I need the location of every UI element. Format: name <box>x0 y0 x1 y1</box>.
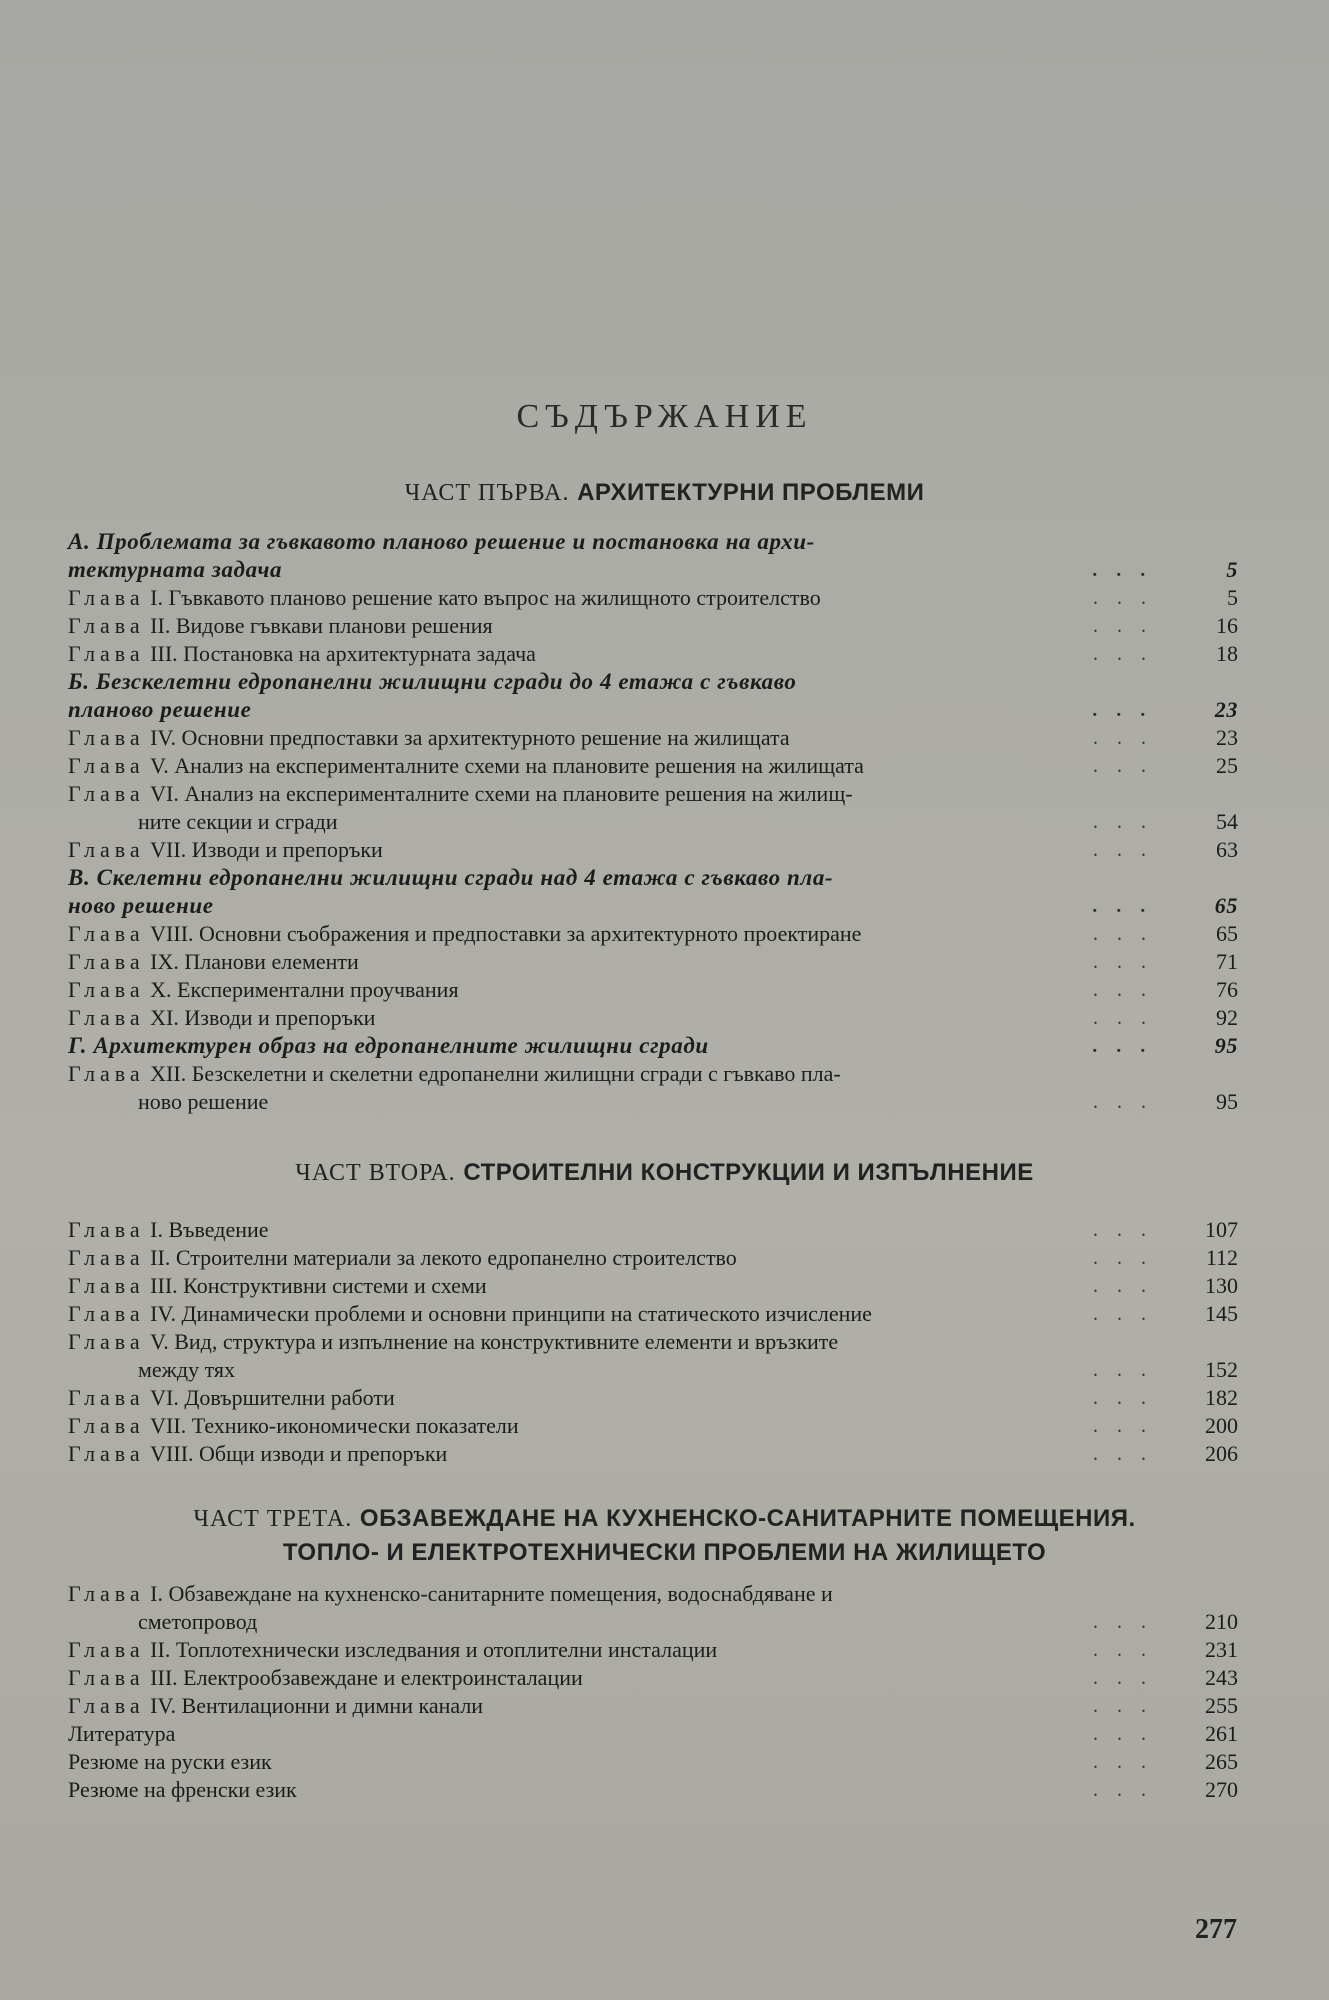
part-1-entries <box>68 528 1238 1116</box>
toc-entry-text <box>68 724 1238 752</box>
entry-line-1: X. Експериментални проучвания <box>150 977 459 1002</box>
toc-entry-text <box>68 1748 1238 1776</box>
chapter-prefix: Глава <box>68 1273 145 1298</box>
entry-line-1: VII. Технико-икономически показатели <box>150 1413 519 1438</box>
toc-title: СЪДЪРЖАНИЕ <box>516 398 813 435</box>
entry-line-1: А. Проблемата за гъвкавото планово решение и постановка на архи- <box>68 529 815 554</box>
entry-page-number: 65 <box>1214 893 1238 918</box>
toc-entry-text <box>68 780 1238 836</box>
chapter-prefix: Глава <box>68 753 145 778</box>
entry-line-1: VII. Изводи и препоръки <box>150 837 383 862</box>
dot-leader: . . . <box>1093 559 1153 581</box>
toc-entry-text <box>68 1664 1238 1692</box>
toc-entry-text <box>68 1440 1238 1468</box>
part-1-label: ЧАСТ ПЪРВА. <box>404 480 570 506</box>
entry-line-1: IV. Основни предпоставки за архитектурното решение на жилищата <box>150 725 790 750</box>
part-3-entries <box>68 1580 1238 1804</box>
chapter-prefix: Глава <box>68 613 145 638</box>
entry-page-number: 206 <box>1205 1441 1238 1466</box>
chapter-prefix: Глава <box>68 585 145 610</box>
entry-line-2: сметопровод <box>138 1609 258 1634</box>
chapter-prefix: Глава <box>68 1301 145 1326</box>
entry-line-1: VI. Довършителни работи <box>150 1385 395 1410</box>
toc-chapter-entry <box>68 836 1238 864</box>
entry-page-number: 243 <box>1205 1665 1238 1690</box>
entry-line-1: Г. Архитектурен образ на едропанелните жилищни сгради <box>68 1033 709 1058</box>
part-1-title: АРХИТЕКТУРНИ ПРОБЛЕМИ <box>577 479 925 506</box>
chapter-prefix: Глава <box>68 1005 145 1030</box>
chapter-prefix: Глава <box>68 1329 145 1354</box>
toc-chapter-entry <box>68 640 1238 668</box>
entry-line-1: III. Конструктивни системи и схеми <box>150 1273 487 1298</box>
toc-chapter-entry <box>68 1060 1238 1116</box>
entry-line-1: I. Обзавеждане на кухненско-санитарните помещения, водоснабдяване и <box>150 1581 833 1606</box>
part-1-heading <box>0 478 1329 507</box>
toc-entry-text <box>68 1384 1238 1412</box>
entry-line-1: III. Електрообзавеждане и електроинсталации <box>150 1665 583 1690</box>
toc-section-entry <box>68 668 1238 724</box>
entry-page-number: 210 <box>1205 1609 1238 1634</box>
toc-entry-text <box>68 1244 1238 1272</box>
entry-page-number: 23 <box>1214 697 1238 722</box>
part-3-title: ОБЗАВЕЖДАНЕ НА КУХНЕНСКО-САНИТАРНИТЕ ПОМЕЩЕНИЯ. <box>359 1505 1136 1532</box>
entry-line-1: IX. Планови елементи <box>150 949 359 974</box>
entry-line-2: планово решение <box>68 697 252 722</box>
toc-entry-text <box>68 1216 1238 1244</box>
entry-page-number: 54 <box>1216 809 1238 834</box>
toc-chapter-entry <box>68 1384 1238 1412</box>
chapter-prefix: Глава <box>68 1665 145 1690</box>
entry-line-2: ново решение <box>68 893 214 918</box>
dot-leader: . . . <box>1093 1443 1153 1465</box>
dot-leader: . . . <box>1093 1275 1153 1297</box>
entry-line-1: VIII. Общи изводи и препоръки <box>150 1441 448 1466</box>
toc-entry-text <box>68 528 1238 584</box>
toc-chapter-entry <box>68 1720 1238 1748</box>
entry-line-2: тектурната задача <box>68 557 283 582</box>
entry-line-2: ново решение <box>138 1089 269 1114</box>
toc-entry-text <box>68 1004 1238 1032</box>
dot-leader: . . . <box>1093 1007 1153 1029</box>
toc-section-entry <box>68 528 1238 584</box>
toc-chapter-entry <box>68 752 1238 780</box>
toc-entry-text <box>68 1580 1238 1636</box>
part-2-entries <box>68 1216 1238 1468</box>
dot-leader: . . . <box>1093 1247 1153 1269</box>
chapter-prefix: Глава <box>68 1385 145 1410</box>
dot-leader: . . . <box>1093 699 1153 721</box>
toc-entry-text <box>68 836 1238 864</box>
dot-leader: . . . <box>1093 1639 1153 1661</box>
toc-chapter-entry <box>68 920 1238 948</box>
chapter-prefix: Глава <box>68 725 145 750</box>
entry-page-number: 76 <box>1216 977 1238 1002</box>
toc-chapter-entry <box>68 948 1238 976</box>
entry-page-number: 112 <box>1205 1245 1238 1270</box>
entry-page-number: 95 <box>1214 1033 1238 1058</box>
entry-line-2: ните секции и сгради <box>138 809 338 834</box>
dot-leader: . . . <box>1093 1035 1153 1057</box>
entry-page-number: 107 <box>1205 1217 1238 1242</box>
chapter-prefix: Глава <box>68 949 145 974</box>
part-3-title-line2: ТОПЛО- И ЕЛЕКТРОТЕХНИЧЕСКИ ПРОБЛЕМИ НА ЖИЛИЩЕТО <box>282 1539 1047 1566</box>
entry-line-1: I. Въведение <box>150 1217 269 1242</box>
toc-entry-text <box>68 668 1238 724</box>
entry-page-number: 71 <box>1216 949 1238 974</box>
entry-page-number: 200 <box>1205 1413 1238 1438</box>
entry-page-number: 270 <box>1205 1777 1238 1802</box>
entry-page-number: 5 <box>1226 557 1238 582</box>
dot-leader: . . . <box>1093 1779 1153 1801</box>
entry-page-number: 152 <box>1205 1357 1238 1382</box>
part-2-title: СТРОИТЕЛНИ КОНСТРУКЦИИ И ИЗПЪЛНЕНИЕ <box>463 1159 1034 1186</box>
entry-page-number: 23 <box>1216 725 1238 750</box>
entry-line-1: IV. Динамически проблеми и основни принципи на статическото изчисление <box>150 1301 872 1326</box>
entry-page-number: 130 <box>1205 1273 1238 1298</box>
entry-line-1: Резюме на руски език <box>68 1749 272 1774</box>
toc-entry-text <box>68 1412 1238 1440</box>
toc-chapter-entry <box>68 1300 1238 1328</box>
part-3-label: ЧАСТ ТРЕТА. <box>193 1506 353 1532</box>
toc-chapter-entry <box>68 1272 1238 1300</box>
toc-chapter-entry <box>68 976 1238 1004</box>
dot-leader: . . . <box>1093 951 1153 973</box>
entry-line-1: I. Гъвкавото планово решение като въпрос на жилищното строителство <box>150 585 821 610</box>
dot-leader: . . . <box>1093 615 1153 637</box>
toc-entry-text <box>68 640 1238 668</box>
dot-leader: . . . <box>1093 979 1153 1001</box>
entry-page-number: 265 <box>1205 1749 1238 1774</box>
toc-entry-text <box>68 1300 1238 1328</box>
part-2-heading <box>0 1158 1329 1187</box>
toc-section-entry <box>68 864 1238 920</box>
entry-line-1: Б. Безскелетни едропанелни жилищни сгради до 4 етажа с гъвкаво <box>68 669 797 694</box>
entry-line-1: Резюме на френски език <box>68 1777 297 1802</box>
toc-entry-text <box>68 584 1238 612</box>
dot-leader: . . . <box>1093 1667 1153 1689</box>
dot-leader: . . . <box>1093 839 1153 861</box>
entry-page-number: 261 <box>1205 1721 1238 1746</box>
entry-line-1: V. Анализ на експерименталните схеми на плановите решения на жилищата <box>150 753 864 778</box>
entry-line-1: II. Строителни материали за лекото едропанелно строителство <box>150 1245 737 1270</box>
entry-line-1: Литература <box>68 1721 176 1746</box>
chapter-prefix: Глава <box>68 977 145 1002</box>
toc-entry-text <box>68 1776 1238 1804</box>
toc-chapter-entry <box>68 1692 1238 1720</box>
toc-chapter-entry <box>68 780 1238 836</box>
toc-chapter-entry <box>68 1748 1238 1776</box>
entry-page-number: 92 <box>1216 1005 1238 1030</box>
toc-chapter-entry <box>68 1412 1238 1440</box>
chapter-prefix: Глава <box>68 641 145 666</box>
dot-leader: . . . <box>1093 727 1153 749</box>
toc-entry-text <box>68 864 1238 920</box>
entry-page-number: 63 <box>1216 837 1238 862</box>
dot-leader: . . . <box>1093 587 1153 609</box>
dot-leader: . . . <box>1093 895 1153 917</box>
toc-section-entry <box>68 1032 1238 1060</box>
toc-entry-text <box>68 1272 1238 1300</box>
entry-line-2: между тях <box>138 1357 236 1382</box>
toc-chapter-entry <box>68 1440 1238 1468</box>
chapter-prefix: Глава <box>68 781 145 806</box>
entry-line-1: IV. Вентилационни и димни канали <box>150 1693 484 1718</box>
toc-entry-text <box>68 976 1238 1004</box>
entry-line-1: VI. Анализ на експерименталните схеми на плановите решения на жилищ- <box>150 781 853 806</box>
toc-chapter-entry <box>68 584 1238 612</box>
entry-line-1: II. Видове гъвкави планови решения <box>150 613 493 638</box>
entry-page-number: 16 <box>1216 613 1238 638</box>
dot-leader: . . . <box>1093 1303 1153 1325</box>
entry-page-number: 25 <box>1216 753 1238 778</box>
chapter-prefix: Глава <box>68 1441 145 1466</box>
toc-chapter-entry <box>68 1004 1238 1032</box>
page-number: 277 <box>1195 1914 1237 1945</box>
part-2-label: ЧАСТ ВТОРА. <box>295 1160 456 1186</box>
dot-leader: . . . <box>1093 1387 1153 1409</box>
toc-entry-text <box>68 612 1238 640</box>
dot-leader: . . . <box>1093 1091 1153 1113</box>
chapter-prefix: Глава <box>68 1061 145 1086</box>
dot-leader: . . . <box>1093 1723 1153 1745</box>
dot-leader: . . . <box>1093 811 1153 833</box>
dot-leader: . . . <box>1093 923 1153 945</box>
chapter-prefix: Глава <box>68 1413 145 1438</box>
toc-chapter-entry <box>68 1636 1238 1664</box>
toc-entry-text <box>68 1032 1238 1060</box>
chapter-prefix: Глава <box>68 921 145 946</box>
toc-chapter-entry <box>68 1216 1238 1244</box>
dot-leader: . . . <box>1093 1359 1153 1381</box>
entry-line-1: XII. Безскелетни и скелетни едропанелни жилищни сгради с гъвкаво пла- <box>150 1061 841 1086</box>
entry-page-number: 231 <box>1205 1637 1238 1662</box>
entry-page-number: 145 <box>1205 1301 1238 1326</box>
entry-line-1: V. Вид, структура и изпълнение на конструктивните елементи и връзките <box>150 1329 839 1354</box>
chapter-prefix: Глава <box>68 1581 145 1606</box>
entry-page-number: 182 <box>1205 1385 1238 1410</box>
entry-line-1: XI. Изводи и препоръки <box>150 1005 376 1030</box>
chapter-prefix: Глава <box>68 837 145 862</box>
toc-chapter-entry <box>68 1776 1238 1804</box>
dot-leader: . . . <box>1093 1611 1153 1633</box>
chapter-prefix: Глава <box>68 1637 145 1662</box>
part-3-heading <box>0 1504 1329 1567</box>
dot-leader: . . . <box>1093 643 1153 665</box>
entry-page-number: 65 <box>1216 921 1238 946</box>
toc-entry-text <box>68 1636 1238 1664</box>
dot-leader: . . . <box>1093 1219 1153 1241</box>
dot-leader: . . . <box>1093 1695 1153 1717</box>
toc-chapter-entry <box>68 1664 1238 1692</box>
dot-leader: . . . <box>1093 1751 1153 1773</box>
toc-entry-text <box>68 948 1238 976</box>
entry-line-1: В. Скелетни едропанелни жилищни сгради над 4 етажа с гъвкаво пла- <box>68 865 834 890</box>
toc-entry-text <box>68 1720 1238 1748</box>
toc-chapter-entry <box>68 1328 1238 1384</box>
chapter-prefix: Глава <box>68 1217 145 1242</box>
dot-leader: . . . <box>1093 755 1153 777</box>
entry-page-number: 95 <box>1216 1089 1238 1114</box>
toc-entry-text <box>68 1060 1238 1116</box>
toc-entry-text <box>68 752 1238 780</box>
toc-chapter-entry <box>68 612 1238 640</box>
toc-chapter-entry <box>68 1580 1238 1636</box>
toc-entry-text <box>68 920 1238 948</box>
entry-page-number: 5 <box>1227 585 1238 610</box>
toc-entry-text <box>68 1692 1238 1720</box>
toc-chapter-entry <box>68 1244 1238 1272</box>
entry-line-1: III. Постановка на архитектурната задача <box>150 641 536 666</box>
entry-line-1: VIII. Основни съображения и предпоставки за архитектурното проектиране <box>150 921 862 946</box>
chapter-prefix: Глава <box>68 1245 145 1270</box>
toc-chapter-entry <box>68 724 1238 752</box>
entry-line-1: II. Топлотехнически изследвания и отоплителни инсталации <box>150 1637 718 1662</box>
entry-page-number: 18 <box>1216 641 1238 666</box>
dot-leader: . . . <box>1093 1415 1153 1437</box>
toc-entry-text <box>68 1328 1238 1384</box>
chapter-prefix: Глава <box>68 1693 145 1718</box>
entry-page-number: 255 <box>1205 1693 1238 1718</box>
